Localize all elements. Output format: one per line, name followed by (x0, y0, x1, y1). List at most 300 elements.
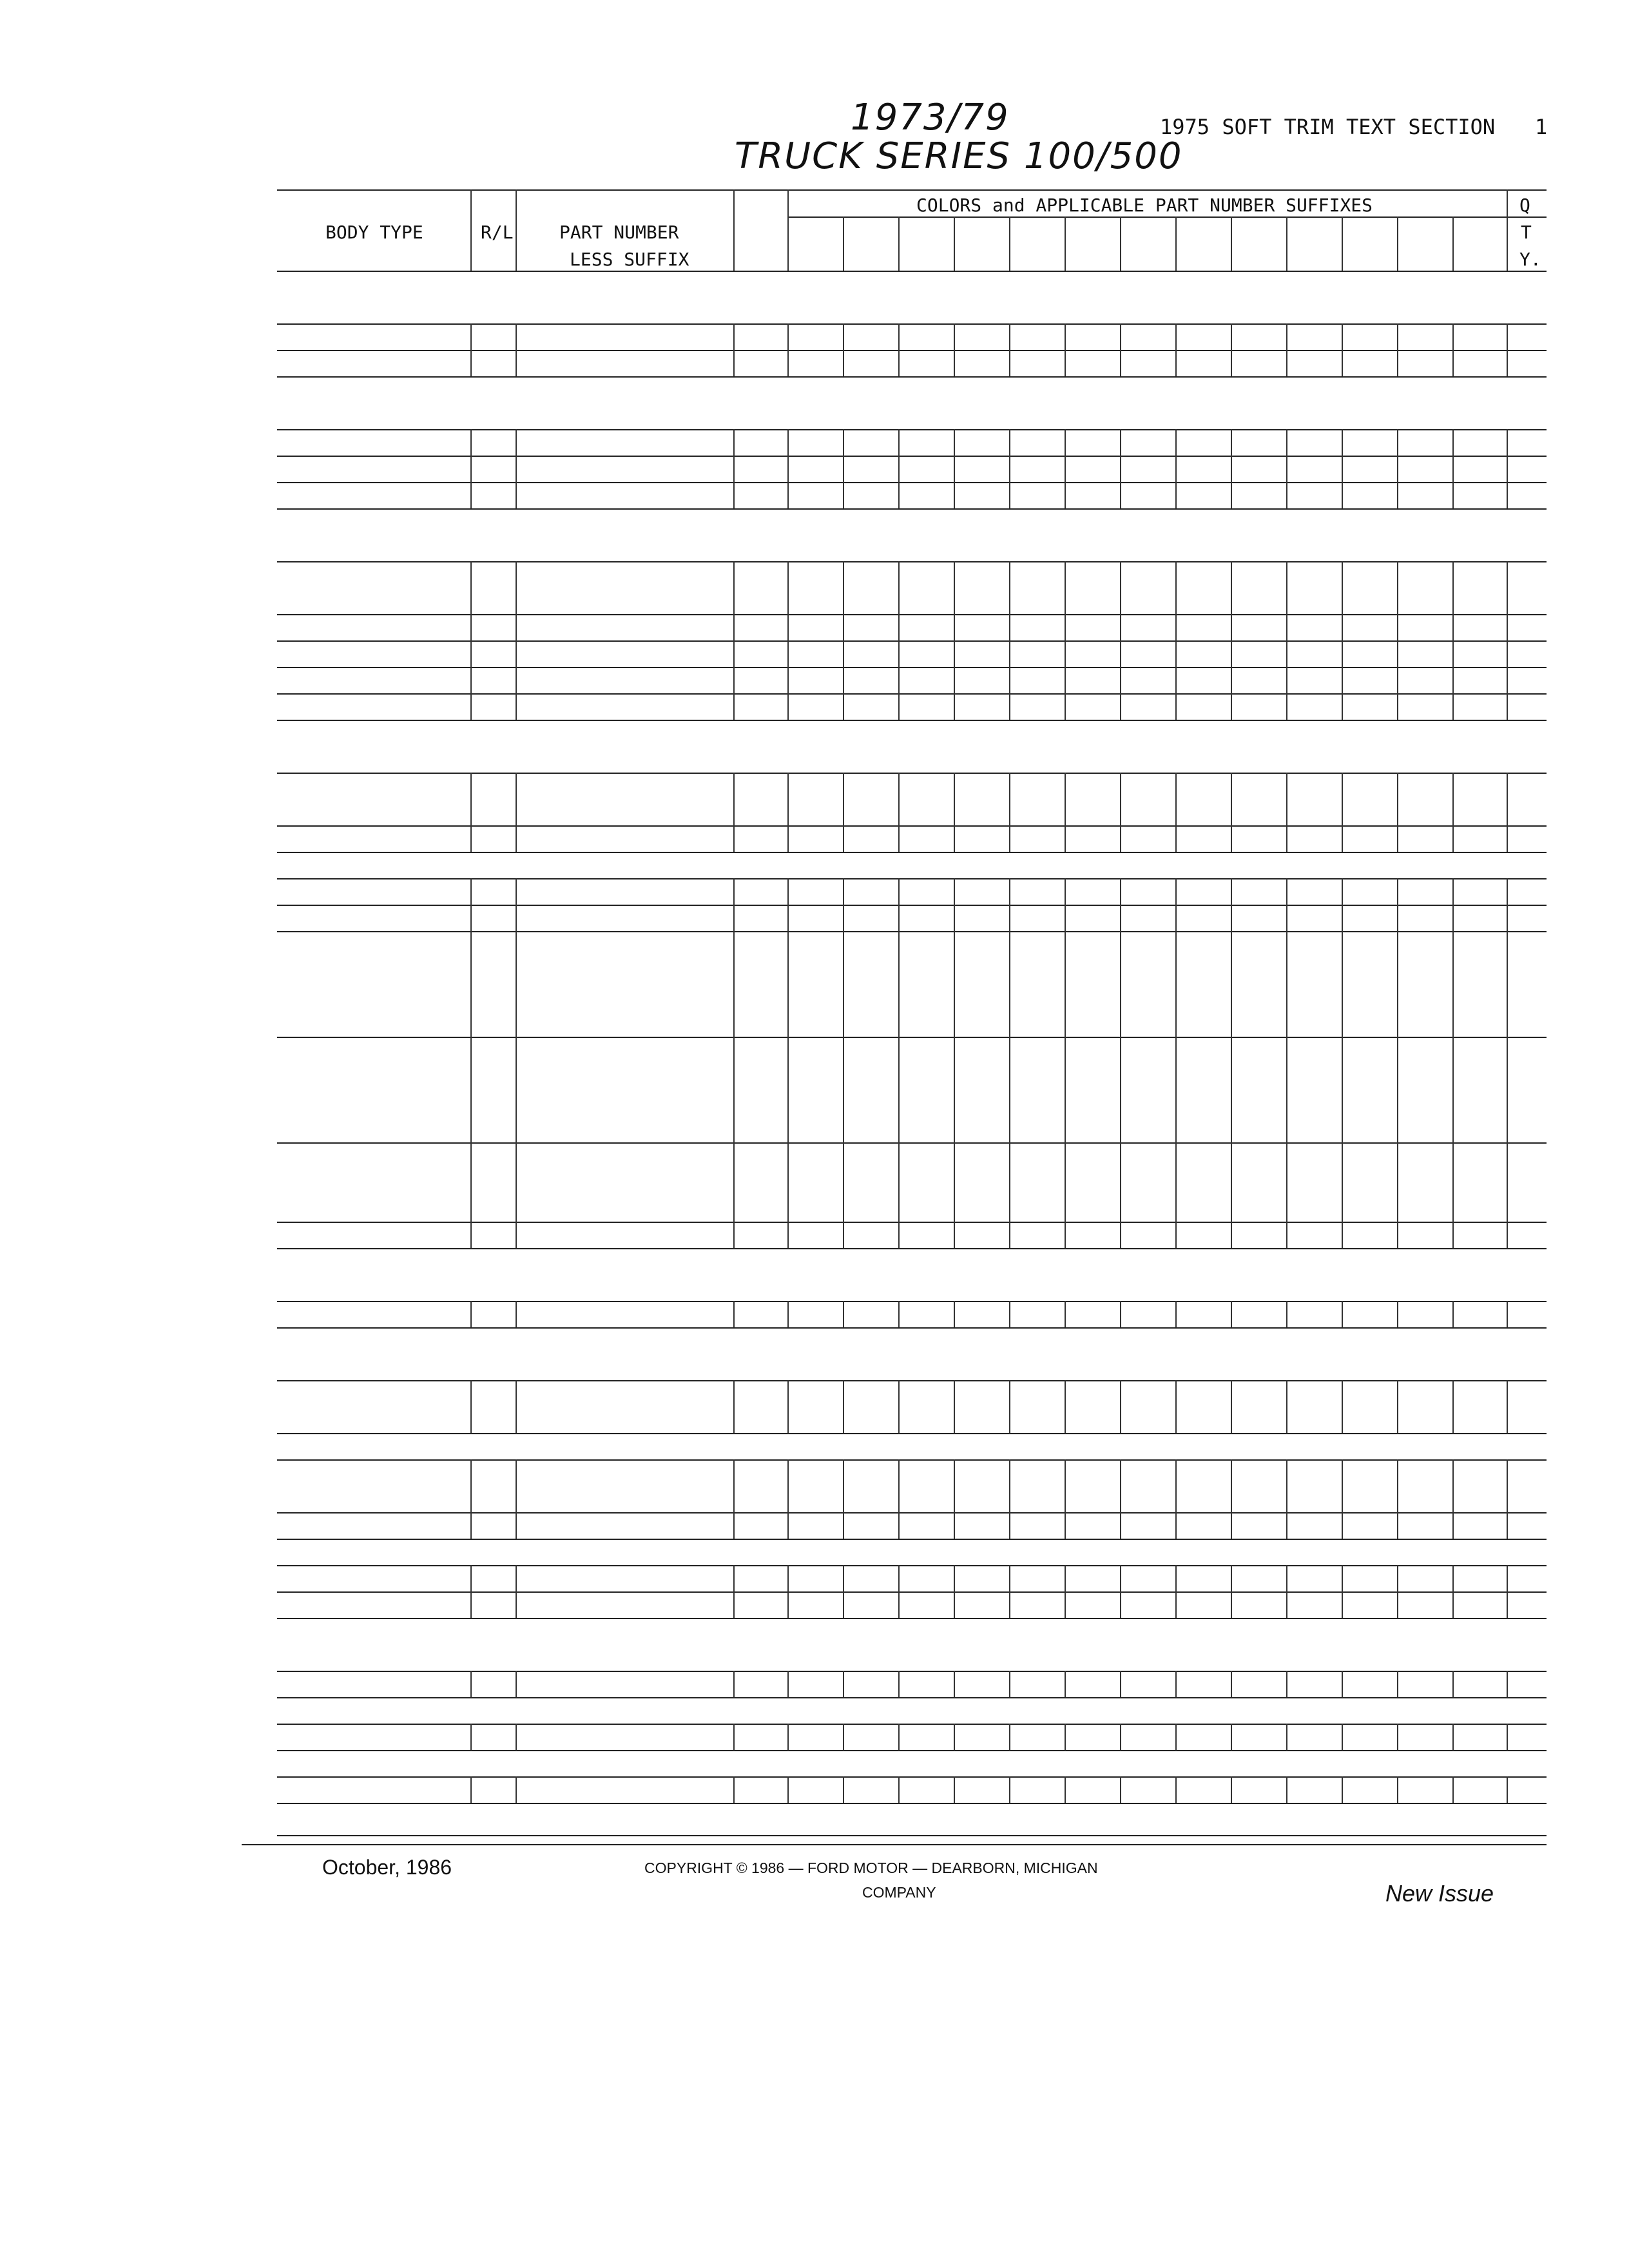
column-divider (470, 1724, 472, 1750)
column-divider (1397, 1591, 1398, 1618)
column-divider (1286, 1037, 1287, 1142)
column-divider (733, 1222, 735, 1248)
column-divider (1342, 429, 1343, 456)
column-divider (1065, 1222, 1066, 1248)
column-divider (954, 1459, 955, 1512)
rule-line (277, 1327, 1547, 1329)
column-divider (1009, 350, 1010, 376)
column-divider (516, 323, 517, 350)
rule-line (277, 1459, 1547, 1461)
column-divider (1065, 456, 1066, 482)
rule-line (277, 825, 1547, 827)
column-divider (1342, 1037, 1343, 1142)
column-divider (954, 1591, 955, 1618)
column-divider (1507, 825, 1508, 852)
column-divider (1507, 1037, 1508, 1142)
column-divider (1286, 350, 1287, 376)
column-divider (1452, 1512, 1454, 1539)
column-divider (1286, 931, 1287, 1037)
column-divider (516, 1380, 517, 1433)
column-divider (1397, 640, 1398, 667)
column-divider (1342, 773, 1343, 825)
column-divider (787, 323, 789, 350)
column-divider (470, 1037, 472, 1142)
column-divider (470, 905, 472, 931)
column-divider (1120, 1380, 1121, 1433)
column-divider (1452, 1380, 1454, 1433)
column-divider (1231, 1459, 1232, 1512)
column-divider (898, 1565, 900, 1591)
column-divider (1175, 561, 1177, 614)
column-divider (898, 1591, 900, 1618)
rule-line (277, 456, 1547, 457)
column-divider (1231, 350, 1232, 376)
column-divider (954, 614, 955, 640)
rule-line (277, 1803, 1547, 1804)
rule-line (277, 667, 1547, 668)
column-divider (1342, 1142, 1343, 1222)
column-divider (1009, 482, 1010, 508)
column-divider (898, 614, 900, 640)
column-divider (1065, 640, 1066, 667)
column-divider (1120, 429, 1121, 456)
column-divider (1286, 905, 1287, 931)
column-divider (1342, 1724, 1343, 1750)
column-divider (1342, 1380, 1343, 1433)
column-divider (1286, 693, 1287, 720)
rule-line (277, 1539, 1547, 1540)
column-divider (898, 1037, 900, 1142)
column-divider (1342, 482, 1343, 508)
column-divider (1286, 1565, 1287, 1591)
column-divider (1286, 1776, 1287, 1803)
column-divider (733, 1776, 735, 1803)
column-divider (470, 350, 472, 376)
column-divider (733, 1724, 735, 1750)
rule-line (277, 1697, 1547, 1698)
column-divider (787, 614, 789, 640)
column-divider (843, 693, 844, 720)
column-divider (1175, 1301, 1177, 1327)
column-divider (516, 693, 517, 720)
column-divider (470, 561, 472, 614)
column-divider (1397, 456, 1398, 482)
column-divider (898, 1671, 900, 1697)
column-divider (1342, 667, 1343, 693)
column-divider (1120, 693, 1121, 720)
column-divider (1120, 773, 1121, 825)
column-divider (1009, 1301, 1010, 1327)
rule-line (277, 1724, 1547, 1725)
column-divider (1120, 825, 1121, 852)
column-divider (1231, 773, 1232, 825)
column-divider (1065, 350, 1066, 376)
column-divider (1397, 1671, 1398, 1697)
column-divider (1231, 931, 1232, 1037)
rule-line (277, 1433, 1547, 1434)
column-divider (516, 429, 517, 456)
column-divider (1065, 1671, 1066, 1697)
column-divider (954, 1380, 955, 1433)
column-divider (1452, 1459, 1454, 1512)
column-divider (843, 323, 844, 350)
column-divider (1231, 482, 1232, 508)
column-divider (1342, 1565, 1343, 1591)
column-divider (1231, 905, 1232, 931)
column-divider (898, 931, 900, 1037)
column-divider (1286, 561, 1287, 614)
column-divider (470, 482, 472, 508)
column-divider (787, 1459, 789, 1512)
column-divider (1286, 456, 1287, 482)
column-divider (843, 1459, 844, 1512)
column-divider (516, 1512, 517, 1539)
rule-line (277, 1776, 1547, 1778)
column-divider (1231, 429, 1232, 456)
column-divider (470, 1591, 472, 1618)
footer-rule (242, 1844, 1547, 1845)
column-divider (516, 456, 517, 482)
column-divider (1452, 931, 1454, 1037)
column-divider (1286, 614, 1287, 640)
column-divider (1231, 1776, 1232, 1803)
column-divider (470, 878, 472, 905)
column-divider (1342, 561, 1343, 614)
rule-line (277, 1512, 1547, 1514)
column-divider (733, 1671, 735, 1697)
column-divider (1397, 1037, 1398, 1142)
column-divider (787, 429, 789, 456)
column-divider (1342, 878, 1343, 905)
column-divider (787, 667, 789, 693)
column-divider (1507, 1591, 1508, 1618)
column-divider (898, 216, 900, 271)
column-divider (954, 561, 955, 614)
column-divider (1009, 323, 1010, 350)
column-divider (516, 667, 517, 693)
column-divider (787, 1671, 789, 1697)
col-colors-title: COLORS and APPLICABLE PART NUMBER SUFFIXES (916, 195, 1373, 216)
col-less-suffix: LESS SUFFIX (570, 249, 689, 270)
column-divider (1452, 1142, 1454, 1222)
column-divider (1231, 323, 1232, 350)
column-divider (1120, 1565, 1121, 1591)
rule-line (277, 561, 1547, 562)
col-rl: R/L (481, 222, 514, 243)
column-divider (516, 614, 517, 640)
column-divider (516, 1565, 517, 1591)
column-divider (954, 216, 955, 271)
column-divider (733, 429, 735, 456)
column-divider (1175, 1222, 1177, 1248)
column-divider (1452, 1776, 1454, 1803)
column-divider (1286, 429, 1287, 456)
column-divider (1507, 1459, 1508, 1512)
column-divider (787, 693, 789, 720)
column-divider (1507, 905, 1508, 931)
column-divider (1397, 667, 1398, 693)
column-divider (843, 1565, 844, 1591)
column-divider (1286, 323, 1287, 350)
column-divider (1009, 1776, 1010, 1803)
column-divider (787, 1222, 789, 1248)
column-divider (1342, 614, 1343, 640)
column-divider (1452, 561, 1454, 614)
column-divider (1175, 1037, 1177, 1142)
column-divider (1397, 561, 1398, 614)
column-divider (843, 1037, 844, 1142)
column-divider (1120, 216, 1121, 271)
column-divider (1231, 640, 1232, 667)
column-divider (1231, 1037, 1232, 1142)
column-divider (1397, 931, 1398, 1037)
column-divider (733, 614, 735, 640)
column-divider (1120, 1037, 1121, 1142)
rule-line (277, 429, 1547, 430)
column-divider (843, 1222, 844, 1248)
column-divider (1397, 1380, 1398, 1433)
column-divider (1120, 1671, 1121, 1697)
column-divider (1009, 561, 1010, 614)
column-divider (1009, 614, 1010, 640)
column-divider (787, 1512, 789, 1539)
column-divider (1231, 456, 1232, 482)
column-divider (1452, 667, 1454, 693)
column-divider (733, 773, 735, 825)
column-divider (733, 482, 735, 508)
column-divider (1452, 640, 1454, 667)
column-divider (954, 1301, 955, 1327)
column-divider (787, 456, 789, 482)
column-divider (787, 1724, 789, 1750)
table-top-rule (277, 189, 1547, 191)
column-divider (1120, 931, 1121, 1037)
column-divider (1342, 1776, 1343, 1803)
column-divider (1452, 216, 1454, 271)
column-divider (1507, 456, 1508, 482)
column-divider (1231, 1222, 1232, 1248)
column-divider (470, 1776, 472, 1803)
column-divider (787, 1380, 789, 1433)
column-divider (1175, 482, 1177, 508)
column-divider (733, 350, 735, 376)
column-divider (787, 482, 789, 508)
column-divider (733, 561, 735, 614)
column-divider (516, 561, 517, 614)
column-divider (1286, 1380, 1287, 1433)
column-divider (516, 350, 517, 376)
column-divider (470, 693, 472, 720)
column-divider (1397, 429, 1398, 456)
rule-line (277, 614, 1547, 615)
column-divider (787, 561, 789, 614)
rule-line (277, 508, 1547, 510)
column-divider (1120, 1142, 1121, 1222)
column-divider (1120, 878, 1121, 905)
column-divider (1120, 640, 1121, 667)
column-divider (1120, 1591, 1121, 1618)
rule-line (277, 1142, 1547, 1144)
rule-line (277, 852, 1547, 853)
column-divider (1065, 561, 1066, 614)
column-divider (1065, 614, 1066, 640)
column-divider (1065, 1037, 1066, 1142)
footer-issue: New Issue (1385, 1880, 1494, 1907)
col-part-number: PART NUMBER (559, 222, 679, 243)
column-divider (954, 825, 955, 852)
column-divider (1507, 1565, 1508, 1591)
rule-line (277, 1591, 1547, 1593)
year-range: 1973/79 (851, 97, 1010, 139)
column-divider (1175, 1724, 1177, 1750)
column-divider (954, 429, 955, 456)
column-divider (1175, 614, 1177, 640)
column-divider (1397, 350, 1398, 376)
column-divider (1507, 1512, 1508, 1539)
column-divider (1009, 773, 1010, 825)
column-divider (1231, 667, 1232, 693)
column-divider (787, 189, 789, 271)
footer-company: COMPANY (862, 1884, 936, 1901)
column-divider (733, 1380, 735, 1433)
column-divider (1175, 693, 1177, 720)
column-divider (1120, 323, 1121, 350)
column-divider (843, 614, 844, 640)
column-divider (1009, 1222, 1010, 1248)
rule-line (277, 1565, 1547, 1566)
column-divider (1175, 825, 1177, 852)
column-divider (1397, 1512, 1398, 1539)
colors-header-rule (787, 216, 1547, 218)
rule-line (277, 1037, 1547, 1038)
column-divider (1452, 693, 1454, 720)
column-divider (516, 1671, 517, 1697)
column-divider (1065, 482, 1066, 508)
column-divider (470, 1671, 472, 1697)
column-divider (1231, 693, 1232, 720)
column-divider (898, 1776, 900, 1803)
rule-line (277, 376, 1547, 378)
column-divider (1286, 1301, 1287, 1327)
column-divider (1507, 429, 1508, 456)
rule-line (277, 1301, 1547, 1302)
column-divider (898, 905, 900, 931)
column-divider (898, 1459, 900, 1512)
column-divider (733, 1565, 735, 1591)
column-divider (1507, 1724, 1508, 1750)
column-divider (516, 1459, 517, 1512)
column-divider (843, 905, 844, 931)
column-divider (1286, 1142, 1287, 1222)
column-divider (470, 825, 472, 852)
column-divider (1009, 931, 1010, 1037)
column-divider (1342, 350, 1343, 376)
column-divider (1175, 1512, 1177, 1539)
column-divider (1175, 931, 1177, 1037)
column-divider (954, 905, 955, 931)
rule-line (277, 350, 1547, 351)
column-divider (1452, 456, 1454, 482)
column-divider (1286, 1724, 1287, 1750)
column-divider (1175, 1591, 1177, 1618)
rule-line (277, 482, 1547, 483)
column-divider (1009, 640, 1010, 667)
column-divider (1507, 931, 1508, 1037)
column-divider (1065, 1591, 1066, 1618)
column-divider (1065, 1459, 1066, 1512)
column-divider (1286, 1459, 1287, 1512)
column-divider (470, 640, 472, 667)
column-divider (1452, 878, 1454, 905)
column-divider (1452, 1591, 1454, 1618)
column-divider (1507, 189, 1508, 271)
column-divider (954, 931, 955, 1037)
column-divider (733, 323, 735, 350)
column-divider (898, 1142, 900, 1222)
column-divider (1065, 1776, 1066, 1803)
column-divider (1397, 878, 1398, 905)
column-divider (1452, 350, 1454, 376)
column-divider (516, 1776, 517, 1803)
column-divider (1009, 1565, 1010, 1591)
column-divider (1009, 1671, 1010, 1697)
column-divider (843, 350, 844, 376)
column-divider (516, 1724, 517, 1750)
column-divider (733, 825, 735, 852)
column-divider (898, 878, 900, 905)
column-divider (787, 1565, 789, 1591)
column-divider (733, 667, 735, 693)
column-divider (1231, 878, 1232, 905)
column-divider (733, 878, 735, 905)
column-divider (1507, 482, 1508, 508)
column-divider (898, 1301, 900, 1327)
column-divider (1452, 482, 1454, 508)
column-divider (1009, 216, 1010, 271)
column-divider (843, 561, 844, 614)
column-divider (954, 482, 955, 508)
column-divider (1065, 1380, 1066, 1433)
column-divider (470, 323, 472, 350)
rule-line (277, 1750, 1547, 1751)
column-divider (1009, 429, 1010, 456)
column-divider (898, 773, 900, 825)
column-divider (1175, 429, 1177, 456)
column-divider (1065, 429, 1066, 456)
column-divider (733, 1037, 735, 1142)
column-divider (787, 825, 789, 852)
column-divider (1231, 614, 1232, 640)
table-bottom-rule (277, 1835, 1547, 1836)
column-divider (787, 1591, 789, 1618)
column-divider (898, 640, 900, 667)
column-divider (898, 323, 900, 350)
column-divider (898, 429, 900, 456)
column-divider (787, 878, 789, 905)
column-divider (1507, 561, 1508, 614)
column-divider (1342, 216, 1343, 271)
column-divider (1175, 216, 1177, 271)
column-divider (1397, 1724, 1398, 1750)
column-divider (516, 1591, 517, 1618)
column-divider (1175, 1459, 1177, 1512)
column-divider (1120, 561, 1121, 614)
column-divider (843, 1142, 844, 1222)
column-divider (843, 429, 844, 456)
column-divider (1507, 1222, 1508, 1248)
column-divider (1175, 905, 1177, 931)
column-divider (1120, 456, 1121, 482)
